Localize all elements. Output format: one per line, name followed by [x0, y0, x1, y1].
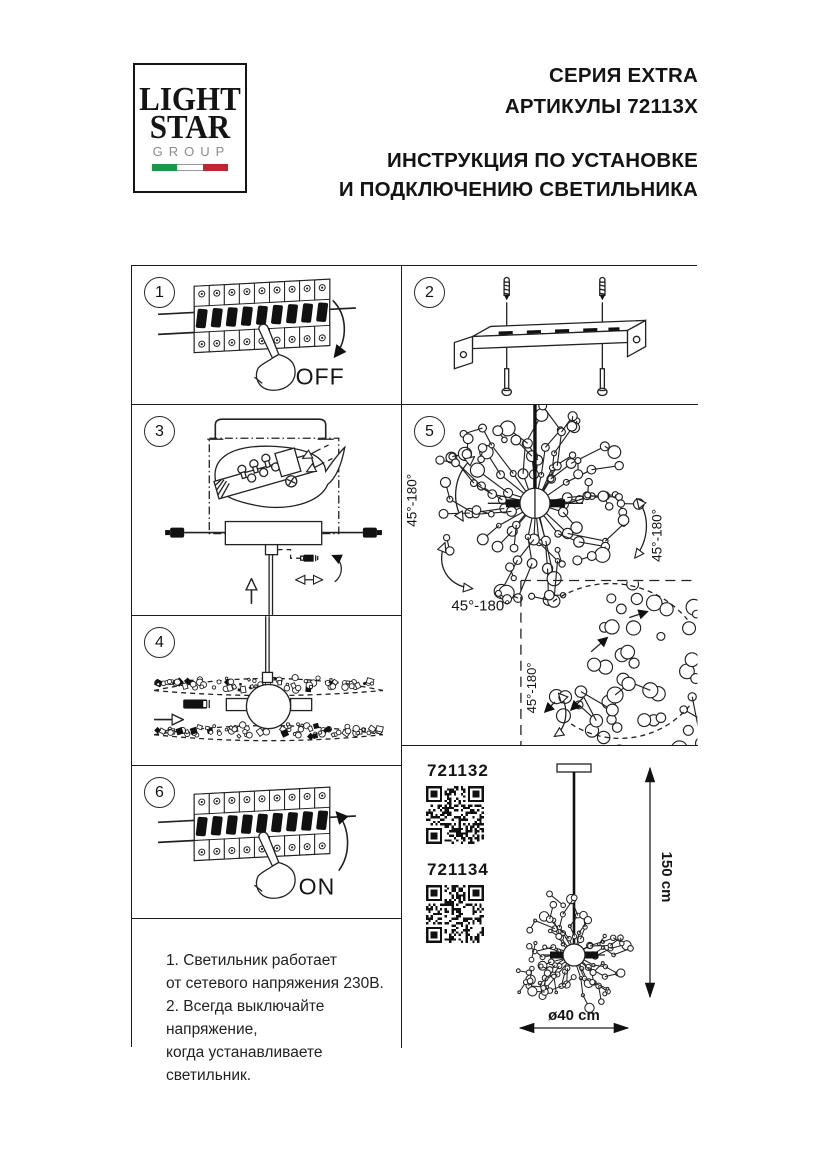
grub-screw-icon: [301, 555, 318, 562]
chandelier-top-view-drawing: [402, 405, 698, 745]
wall-anchor-icon: [504, 278, 605, 301]
step-5-panel: [402, 405, 698, 746]
qr-code-721134: [426, 885, 484, 943]
logo-light: LIGHT: [139, 79, 241, 118]
bracket-icon: [454, 320, 645, 368]
italian-flag-stripe: [152, 164, 228, 171]
off-label: OFF: [295, 363, 345, 390]
step-6-panel: [132, 766, 402, 919]
step-2-number: 2: [414, 277, 445, 308]
steps-grid: [131, 265, 697, 1084]
canopy-base: [225, 522, 321, 545]
article-number-721132: 721132: [427, 761, 489, 780]
header-instruction-title: [339, 146, 698, 204]
instruction-title-line2: И ПОДКЛЮЧЕНИЮ СВЕТИЛЬНИКА: [338, 178, 698, 201]
note-line: 2. Всегда выключайте напряжение,: [166, 998, 325, 1038]
rotate-arrow-icon: [333, 556, 342, 582]
mounting-bracket-drawing: [402, 266, 698, 404]
step-5-number: 5: [414, 416, 445, 447]
rotation-label-inset: 45°-180°: [523, 662, 539, 714]
flag-white: [177, 164, 202, 171]
flag-red: [203, 164, 228, 171]
on-label: ON: [298, 873, 336, 900]
rotation-label-bottom: 45°-180°: [451, 597, 511, 615]
logo-group: GROUP: [152, 144, 231, 159]
header-series-block: [505, 60, 698, 122]
notes-panel: [132, 919, 402, 1084]
note-line: когда устанавливаете светильник.: [166, 1044, 323, 1084]
step-1-number: 1: [144, 277, 175, 308]
article-number-721134: 721134: [427, 860, 489, 879]
logo-star: STAR: [149, 107, 231, 146]
rotation-label-right: 45°-180°: [649, 508, 665, 562]
step-4-number: 4: [144, 627, 175, 658]
series-title: СЕРИЯ EXTRA: [549, 64, 698, 87]
step-6-number: 6: [144, 777, 175, 808]
height-dimension-label: 150 cm: [658, 851, 675, 903]
flag-green: [152, 164, 177, 171]
step-1-panel: [132, 266, 402, 405]
step-2-panel: [402, 266, 698, 405]
diameter-dimension-label: ø40 cm: [548, 1007, 600, 1024]
step-4-panel: [132, 616, 402, 766]
note-line: от сетевого напряжения 230В.: [166, 975, 384, 992]
screw-icon: [502, 369, 607, 396]
articles-title: АРТИКУЛЫ 72113X: [504, 95, 698, 118]
lightstar-logo: [133, 63, 247, 193]
rotation-label-left: 45°-180°: [404, 473, 420, 527]
clip-connector-icon: [183, 700, 209, 709]
step-3-panel: [132, 405, 402, 616]
instruction-title-line1: ИНСТРУКЦИЯ ПО УСТАНОВКЕ: [387, 149, 698, 172]
step-3-number: 3: [144, 416, 175, 447]
safety-notes: [166, 949, 401, 1087]
qr-code-721132: [426, 786, 484, 844]
note-line: 1. Светильник работает: [166, 952, 337, 969]
product-panel: [402, 746, 698, 1048]
